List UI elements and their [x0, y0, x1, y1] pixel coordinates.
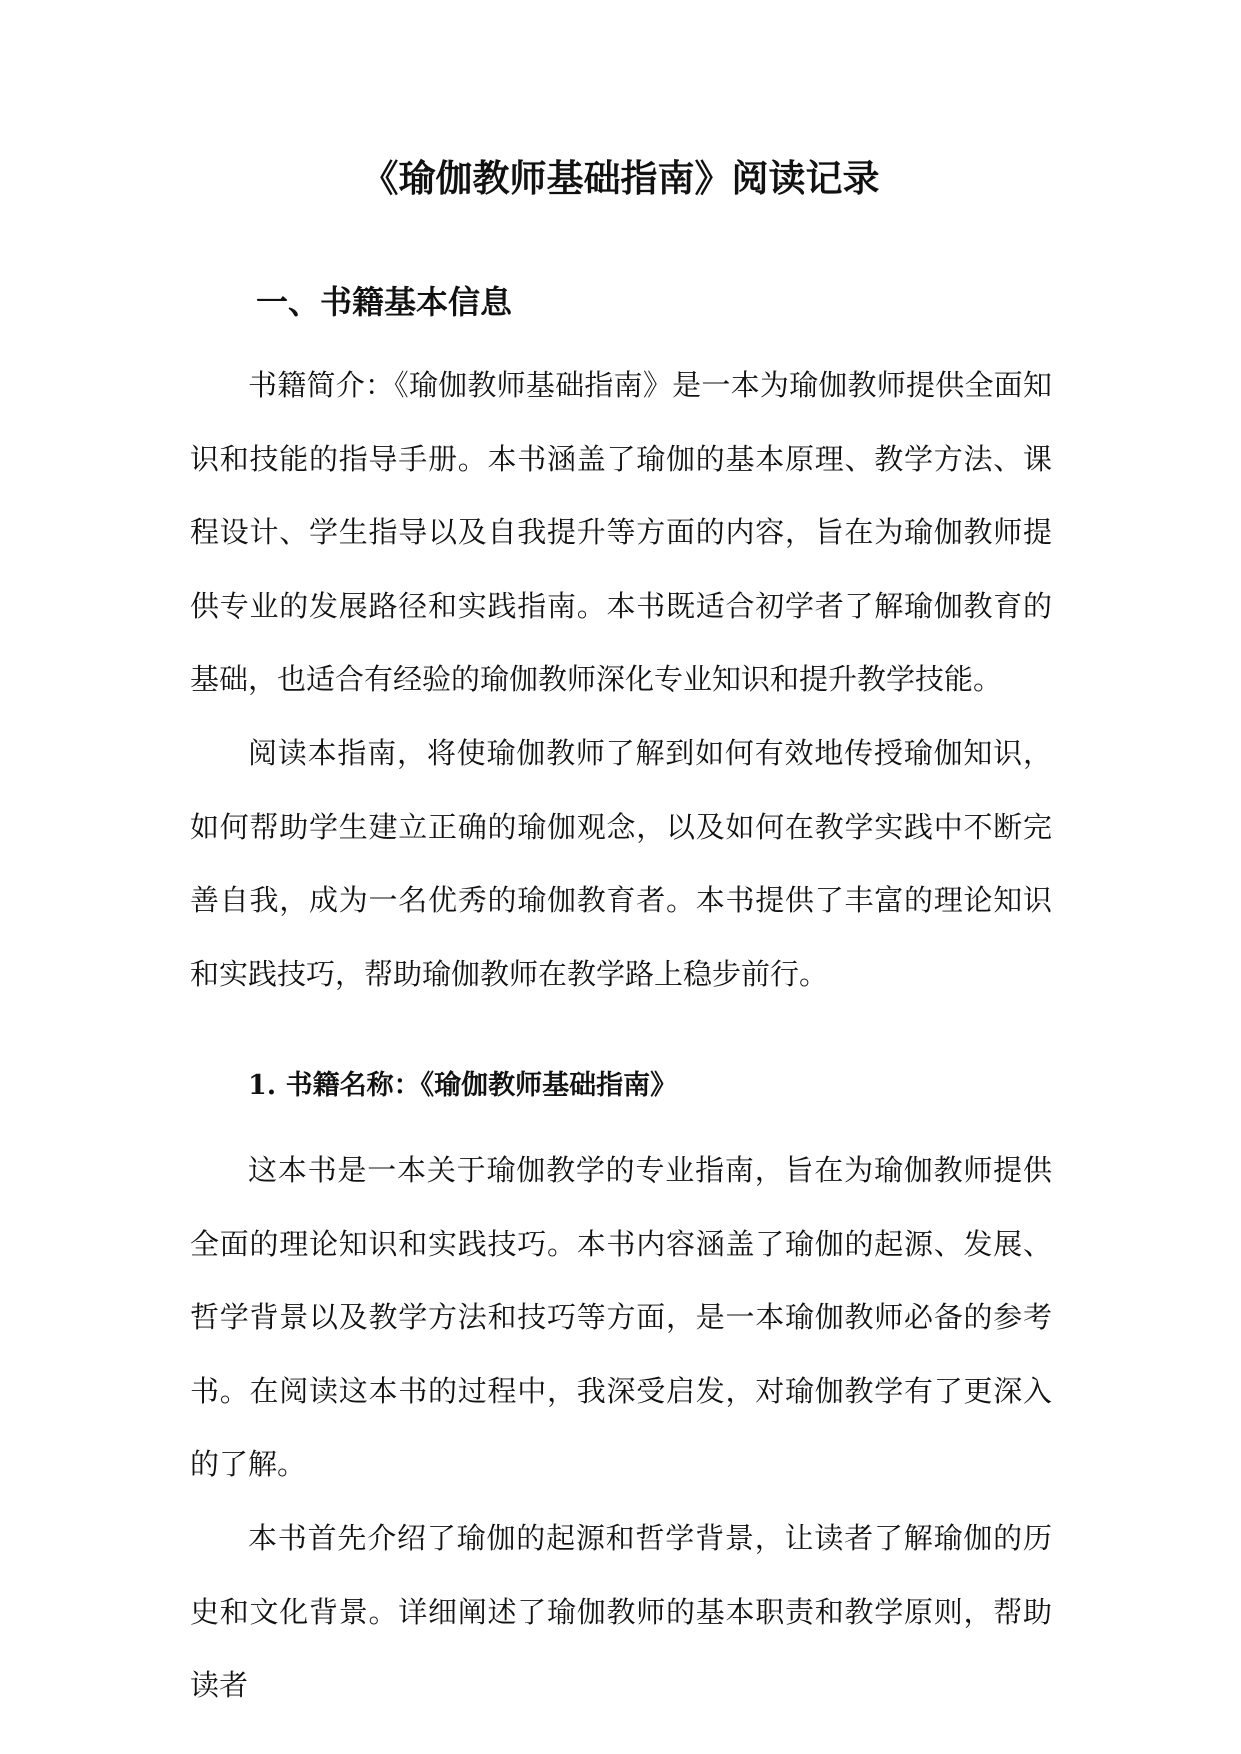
paragraph-book-contents: 本书首先介绍了瑜伽的起源和哲学背景，让读者了解瑜伽的历史和文化背景。详细阐述了瑜伽教师的基本职责和教学原则，帮助读者 — [190, 1521, 1052, 1702]
subheading-book-name: 1. 书籍名称：《瑜伽教师基础指南》 — [248, 1070, 678, 1101]
paragraph-reading-guide: 阅读本指南，将使瑜伽教师了解到如何有效地传授瑜伽知识，如何帮助学生建立正确的瑜伽观念，以及如何在教学实践中不断完善自我，成为一名优秀的瑜伽教育者。本书提供了丰富的理论知识和实践技巧，帮助瑜伽教师在教学路上稳步前行。 — [190, 736, 1052, 991]
document-title: 《瑜伽教师基础指南》阅读记录 — [361, 156, 880, 200]
paragraph-book-intro: 书籍简介：《瑜伽教师基础指南》是一本为瑜伽教师提供全面知识和技能的指导手册。本书涵盖了瑜伽的基本原理、教学方法、课程设计、学生指导以及自我提升等方面的内容，旨在为瑜伽教师提供专业的发展路径和实践指南。本书既适合初学者了解瑜伽教育的基础，也适合有经验的瑜伽教师深化专业知识和提升教学技能。 — [190, 368, 1052, 696]
paragraph-book-description: 这本书是一本关于瑜伽教学的专业指南，旨在为瑜伽教师提供全面的理论知识和实践技巧。本书内容涵盖了瑜伽的起源、发展、哲学背景以及教学方法和技巧等方面，是一本瑜伽教师必备的参考书。在阅读这本书的过程中，我深受启发，对瑜伽教学有了更深入的了解。 — [190, 1153, 1052, 1481]
section-heading-book-info: 一、书籍基本信息 — [256, 283, 513, 321]
